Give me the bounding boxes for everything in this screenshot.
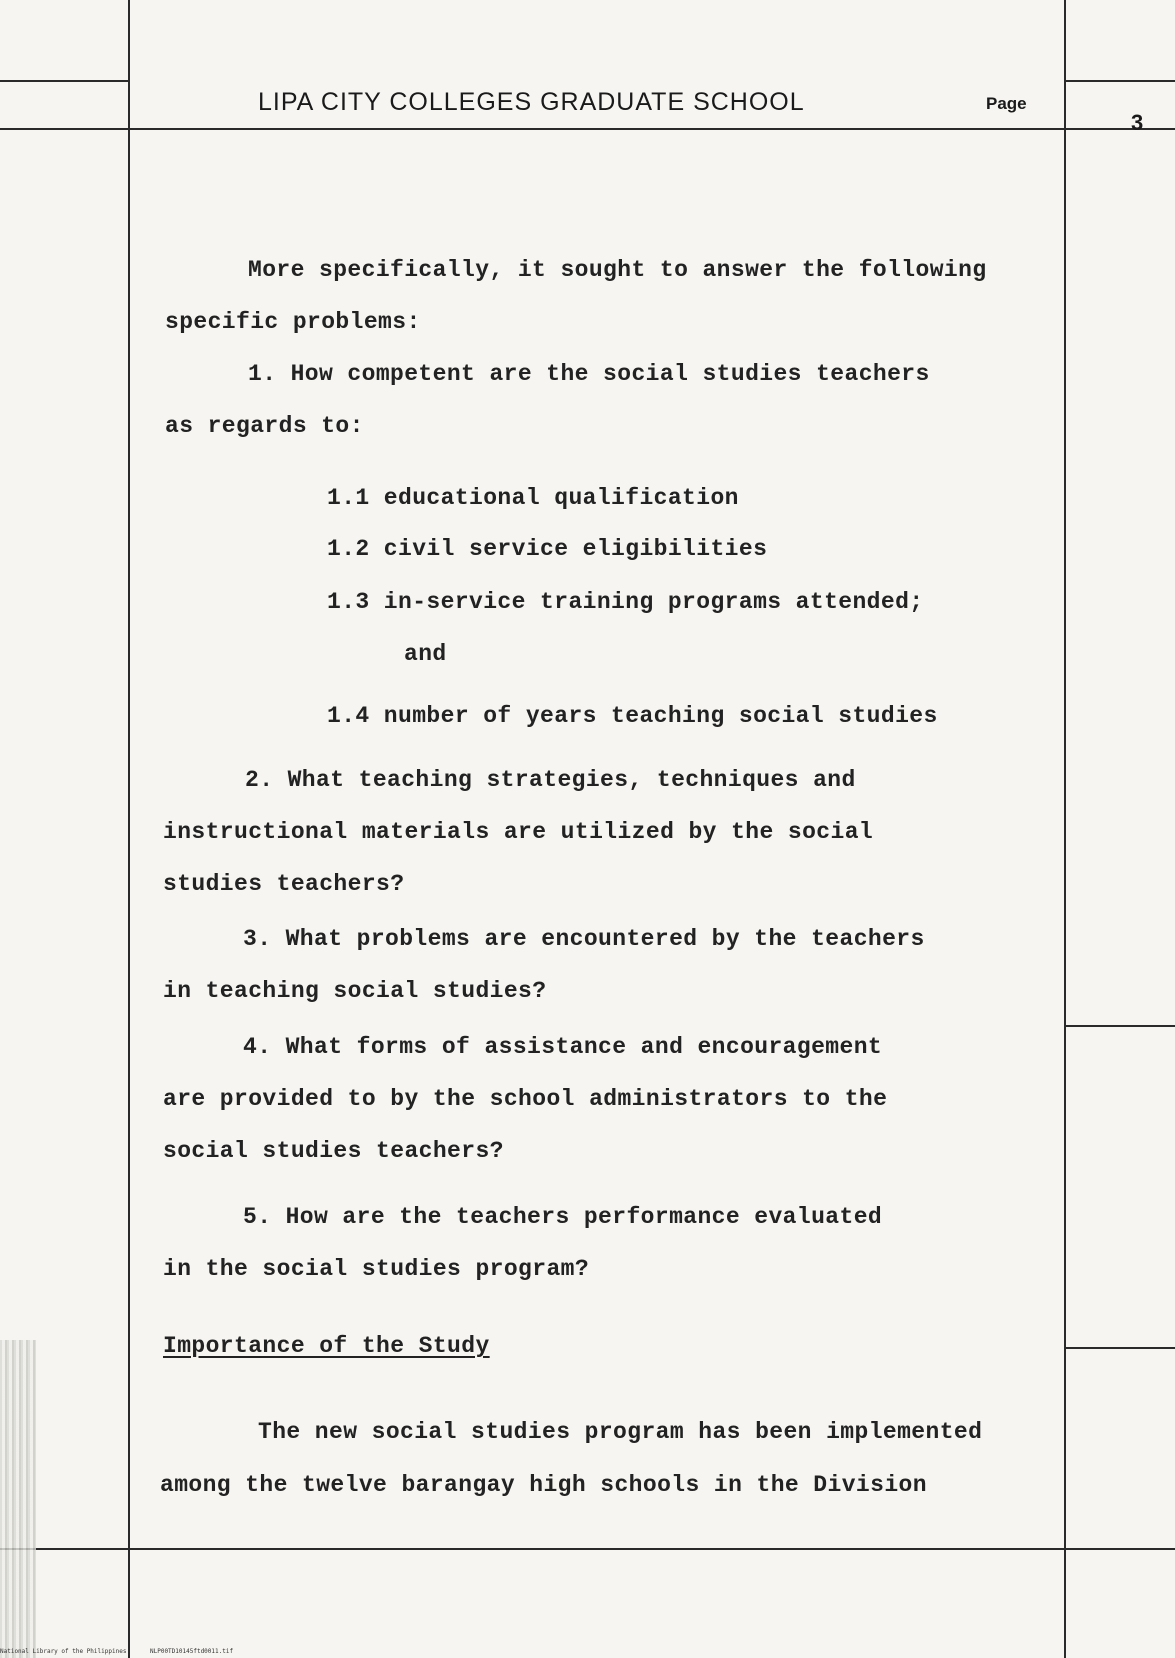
question-4-line-1: 4. What forms of assistance and encouragement bbox=[243, 1034, 883, 1060]
paragraph-line-2: among the twelve barangay high schools in the Division bbox=[160, 1472, 927, 1498]
question-4-line-2: are provided to by the school administrators to the bbox=[163, 1086, 888, 1112]
question-3-line-2: in teaching social studies? bbox=[163, 978, 547, 1004]
question-1-line-1: 1. How competent are the social studies teachers bbox=[248, 361, 930, 387]
left-margin-rule bbox=[128, 0, 130, 1658]
scan-edge-noise bbox=[0, 1340, 36, 1658]
question-2-line-2: instructional materials are utilized by the social bbox=[163, 819, 874, 845]
question-3-line-1: 3. What problems are encountered by the teachers bbox=[243, 926, 925, 952]
intro-line-1: More specifically, it sought to answer the following bbox=[248, 257, 987, 283]
right-tab-rule-2 bbox=[1064, 1347, 1175, 1349]
sub-item-1-2: 1.2 civil service eligibilities bbox=[327, 536, 768, 562]
question-5-line-2: in the social studies program? bbox=[163, 1256, 590, 1282]
footer-rule bbox=[0, 1548, 1175, 1550]
sub-item-1-3-line-1: 1.3 in-service training programs attended; bbox=[327, 589, 924, 615]
page-number: 3 bbox=[1131, 110, 1144, 135]
header-top-rule-left bbox=[0, 80, 128, 82]
footer-source: National Library of the Philippines bbox=[0, 1648, 127, 1655]
sub-item-1-1: 1.1 educational qualification bbox=[327, 485, 739, 511]
right-margin-rule bbox=[1064, 0, 1066, 1658]
header-top-rule-right bbox=[1064, 80, 1175, 82]
question-2-line-1: 2. What teaching strategies, techniques and bbox=[245, 767, 856, 793]
intro-line-2: specific problems: bbox=[165, 309, 421, 335]
section-heading: Importance of the Study bbox=[163, 1333, 490, 1359]
sub-item-1-3-line-2: and bbox=[404, 641, 447, 667]
footer-file: NLP00TD10145ftd0011.tif bbox=[150, 1648, 234, 1655]
question-5-line-1: 5. How are the teachers performance evaluated bbox=[243, 1204, 883, 1230]
question-4-line-3: social studies teachers? bbox=[163, 1138, 504, 1164]
sub-item-1-4: 1.4 number of years teaching social studies bbox=[327, 703, 938, 729]
paragraph-line-1: The new social studies program has been implemented bbox=[258, 1419, 983, 1445]
header-bottom-rule bbox=[0, 128, 1175, 130]
right-tab-rule-1 bbox=[1064, 1025, 1175, 1027]
question-2-line-3: studies teachers? bbox=[163, 871, 405, 897]
question-1-line-2: as regards to: bbox=[165, 413, 364, 439]
page-label: Page bbox=[986, 94, 1027, 113]
header-title: LIPA CITY COLLEGES GRADUATE SCHOOL bbox=[258, 88, 805, 116]
